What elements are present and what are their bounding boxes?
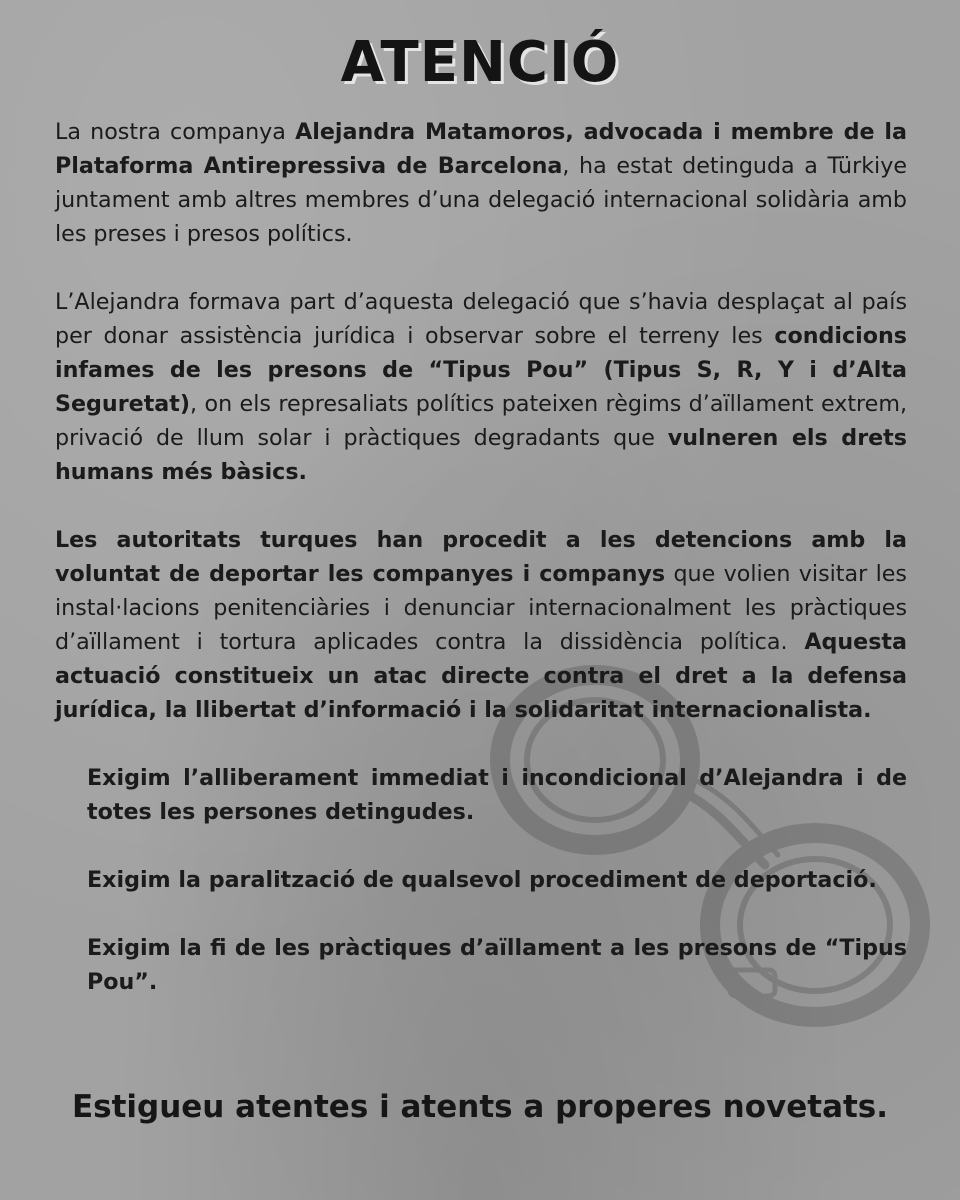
paragraph-2 [55, 285, 907, 489]
demand-item: Exigim la fi de les pràctiques d’aïllament a les presons de “Tipus Pou”. [87, 935, 907, 995]
paragraph-3 [55, 523, 907, 727]
paragraph-2-bold: condicions infames de les presons de “Tipus Pou” (Tipus S, R, Y i d’Alta Seguretat) [55, 323, 907, 417]
closing-statement: Estigueu atentes i atents a properes novetats. [71, 1089, 889, 1125]
demands-list [55, 761, 907, 999]
main-content [55, 115, 907, 1033]
paragraph-2-text: L’Alejandra formava part d’aquesta delegació que s’havia desplaçat al país per donar assistència jurídica i observar sobre el terreny les [55, 289, 907, 349]
paragraph-3-bold: Les autoritats turques han procedit a les detencions amb la voluntat de deportar les companyes i companys [55, 527, 907, 587]
paragraph-1-bold: Alejandra Matamoros, advocada i membre de la Plataforma Antirepressiva de Barcelona [55, 119, 908, 179]
demand-item: Exigim l’alliberament immediat i incondicional d’Alejandra i de totes les persones detingudes. [87, 765, 907, 825]
paragraph-2-text: , on els represaliats polítics pateixen règims d’aïllament extrem, privació de llum solar i pràctiques degradants que [55, 391, 907, 451]
paragraph-2-bold: vulneren els drets humans més bàsics. [55, 425, 907, 485]
paragraph-1-text: , ha estat detinguda a Türkiye juntament amb altres membres d’una delegació internacional solidària amb les preses i presos polítics. [55, 153, 908, 247]
page-title: ATENCIÓ [340, 30, 620, 95]
paragraph-1 [55, 115, 907, 251]
demand-item: Exigim la paralització de qualsevol procediment de deportació. [87, 867, 877, 893]
paragraph-3-bold: Aquesta actuació constitueix un atac directe contra el dret a la defensa jurídica, la llibertat d’informació i la solidaritat internacionalista. [55, 629, 907, 723]
paragraph-1-text: La nostra companya [55, 119, 296, 145]
paragraph-3-text: que volien visitar les instal·lacions penitenciàries i denunciar internacionalment les pràctiques d’aïllament i tortura aplicades contra la dissidència política. [55, 561, 907, 655]
